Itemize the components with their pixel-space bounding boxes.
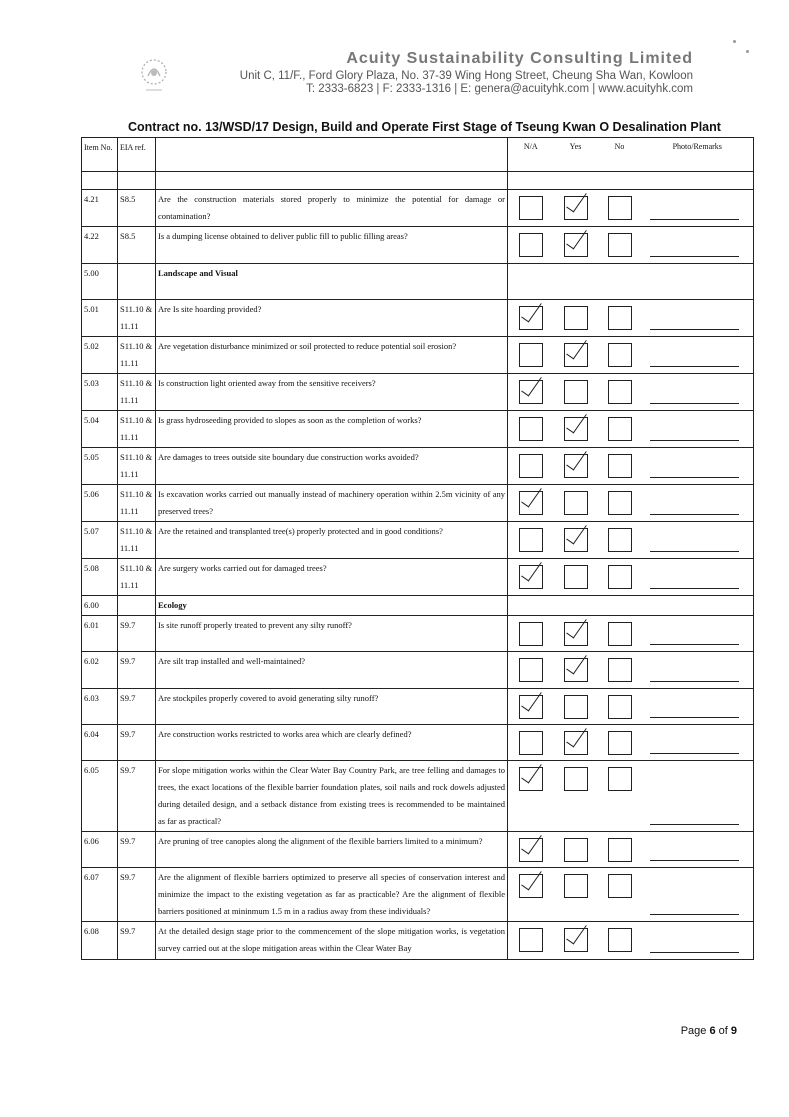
table-row bbox=[82, 832, 754, 868]
question-text: Are the alignment of flexible barriers optimized to preserve all species of conservation interest and minimize the impact to the existing vegetation as far as practicable? Are the alignment of flexible barriers positioned at mininmum 1.5 m in a radius away from these individuals? bbox=[156, 868, 508, 922]
response-cell-yes bbox=[554, 448, 598, 485]
checkbox-yes[interactable] bbox=[564, 767, 588, 791]
response-cell-na bbox=[508, 922, 554, 960]
remarks-cell bbox=[642, 190, 754, 227]
spacer-row bbox=[82, 172, 754, 190]
checkbox-yes[interactable] bbox=[564, 874, 588, 898]
checkbox-no[interactable] bbox=[608, 196, 632, 220]
remarks-line[interactable] bbox=[650, 753, 740, 754]
checkbox-yes[interactable] bbox=[564, 838, 588, 862]
checked-checkbox-yes[interactable] bbox=[564, 622, 588, 646]
question-text: Is a dumping license obtained to deliver public fill to public filling areas? bbox=[156, 227, 508, 264]
response-cell-no bbox=[598, 868, 642, 922]
question-text: Are pruning of tree canopies along the alignment of the flexible barriers limited to a minimum? bbox=[156, 832, 508, 868]
question-text: Are the construction materials stored properly to minimize the potential for damage or contamination? bbox=[156, 190, 508, 227]
remarks-cell bbox=[642, 616, 754, 652]
eia-reference: S11.10 & 11.11 bbox=[118, 448, 156, 485]
checkbox-yes[interactable] bbox=[564, 306, 588, 330]
table-row bbox=[82, 559, 754, 596]
table-row bbox=[82, 761, 754, 832]
checked-checkbox-yes[interactable] bbox=[564, 928, 588, 952]
eia-reference: S11.10 & 11.11 bbox=[118, 374, 156, 411]
checkbox-na[interactable] bbox=[519, 343, 543, 367]
remarks-cell bbox=[642, 922, 754, 960]
remarks-cell bbox=[642, 761, 754, 832]
remarks-cell bbox=[642, 300, 754, 337]
response-cell-no bbox=[598, 761, 642, 832]
response-cell-no bbox=[598, 689, 642, 725]
item-number: 5.08 bbox=[82, 559, 118, 596]
response-cell-no bbox=[598, 922, 642, 960]
checkbox-no[interactable] bbox=[608, 874, 632, 898]
response-cell-yes bbox=[554, 689, 598, 725]
item-number: 5.03 bbox=[82, 374, 118, 411]
question-text: Are vegetation disturbance minimized or soil protected to reduce potential soil erosion? bbox=[156, 337, 508, 374]
checked-checkbox-na[interactable] bbox=[519, 565, 543, 589]
response-cell-na bbox=[508, 264, 554, 300]
checkbox-no[interactable] bbox=[608, 306, 632, 330]
remarks-cell bbox=[642, 337, 754, 374]
checked-checkbox-yes[interactable] bbox=[564, 658, 588, 682]
response-cell-no bbox=[598, 596, 642, 616]
response-cell-no bbox=[598, 832, 642, 868]
col-remarks-header: Photo/Remarks bbox=[642, 138, 754, 172]
remarks-cell bbox=[642, 374, 754, 411]
eia-reference: S11.10 & 11.11 bbox=[118, 411, 156, 448]
response-cell-na bbox=[508, 832, 554, 868]
checked-checkbox-yes[interactable] bbox=[564, 233, 588, 257]
response-cell-no bbox=[598, 374, 642, 411]
item-number: 5.04 bbox=[82, 411, 118, 448]
response-cell-yes bbox=[554, 374, 598, 411]
checked-checkbox-na[interactable] bbox=[519, 380, 543, 404]
table-row bbox=[82, 485, 754, 522]
table-header-row bbox=[82, 138, 754, 172]
checkbox-no[interactable] bbox=[608, 928, 632, 952]
question-text: Are damages to trees outside site boundary due construction works avoided? bbox=[156, 448, 508, 485]
eia-reference: S9.7 bbox=[118, 616, 156, 652]
col-eia-header: EIA ref. bbox=[118, 138, 156, 172]
response-cell-yes bbox=[554, 761, 598, 832]
eia-reference: S9.7 bbox=[118, 868, 156, 922]
response-cell-na bbox=[508, 190, 554, 227]
remarks-line[interactable] bbox=[650, 717, 740, 718]
checkbox-no[interactable] bbox=[608, 731, 632, 755]
checkbox-no[interactable] bbox=[608, 838, 632, 862]
response-cell-no bbox=[598, 652, 642, 689]
page-number: Page 6 of 9 bbox=[680, 1025, 737, 1037]
response-cell-na bbox=[508, 868, 554, 922]
remarks-line[interactable] bbox=[650, 588, 740, 589]
item-number: 6.06 bbox=[82, 832, 118, 868]
checkbox-no[interactable] bbox=[608, 622, 632, 646]
response-cell-no bbox=[598, 264, 642, 300]
response-cell-no bbox=[598, 337, 642, 374]
item-number: 4.21 bbox=[82, 190, 118, 227]
remarks-cell bbox=[642, 652, 754, 689]
table-row bbox=[82, 596, 754, 616]
remarks-cell bbox=[642, 596, 754, 616]
checkbox-na[interactable] bbox=[519, 528, 543, 552]
item-number: 6.05 bbox=[82, 761, 118, 832]
remarks-cell bbox=[642, 832, 754, 868]
question-text: Are silt trap installed and well-maintained? bbox=[156, 652, 508, 689]
checked-checkbox-na[interactable] bbox=[519, 695, 543, 719]
response-cell-na bbox=[508, 227, 554, 264]
table-row bbox=[82, 300, 754, 337]
remarks-line[interactable] bbox=[650, 514, 740, 515]
response-cell-na bbox=[508, 374, 554, 411]
response-cell-yes bbox=[554, 190, 598, 227]
eia-reference: S11.10 & 11.11 bbox=[118, 522, 156, 559]
item-number: 6.02 bbox=[82, 652, 118, 689]
eia-reference: S8.5 bbox=[118, 190, 156, 227]
item-number: 6.08 bbox=[82, 922, 118, 960]
table-row bbox=[82, 689, 754, 725]
checkbox-na[interactable] bbox=[519, 233, 543, 257]
response-cell-na bbox=[508, 300, 554, 337]
item-number: 6.04 bbox=[82, 725, 118, 761]
table-row bbox=[82, 337, 754, 374]
question-text: Are stockpiles properly covered to avoid generating silty runoff? bbox=[156, 689, 508, 725]
remarks-cell bbox=[642, 559, 754, 596]
response-cell-no bbox=[598, 190, 642, 227]
checkbox-no[interactable] bbox=[608, 454, 632, 478]
response-cell-yes bbox=[554, 832, 598, 868]
company-name: Acuity Sustainability Consulting Limited bbox=[346, 50, 693, 67]
table-row bbox=[82, 725, 754, 761]
response-cell-yes bbox=[554, 922, 598, 960]
item-number: 6.03 bbox=[82, 689, 118, 725]
col-yes-header: Yes bbox=[554, 138, 598, 172]
question-text: Are Is site hoarding provided? bbox=[156, 300, 508, 337]
remarks-line[interactable] bbox=[650, 551, 740, 552]
eia-reference: S9.7 bbox=[118, 652, 156, 689]
eia-reference: S11.10 & 11.11 bbox=[118, 300, 156, 337]
response-cell-yes bbox=[554, 264, 598, 300]
table-row bbox=[82, 868, 754, 922]
response-cell-yes bbox=[554, 725, 598, 761]
response-cell-na bbox=[508, 337, 554, 374]
scan-speck bbox=[746, 50, 749, 53]
response-cell-yes bbox=[554, 485, 598, 522]
eia-reference bbox=[118, 264, 156, 300]
col-no-header: No bbox=[598, 138, 642, 172]
checkbox-na[interactable] bbox=[519, 658, 543, 682]
checkbox-no[interactable] bbox=[608, 417, 632, 441]
checked-checkbox-yes[interactable] bbox=[564, 417, 588, 441]
section-heading: Ecology bbox=[156, 596, 508, 616]
company-logo bbox=[138, 56, 170, 96]
checkbox-no[interactable] bbox=[608, 233, 632, 257]
question-text: Is site runoff properly treated to prevent any silty runoff? bbox=[156, 616, 508, 652]
col-na-header: N/A bbox=[508, 138, 554, 172]
remarks-line[interactable] bbox=[650, 952, 740, 953]
checked-checkbox-yes[interactable] bbox=[564, 528, 588, 552]
checkbox-yes[interactable] bbox=[564, 491, 588, 515]
eia-reference: S9.7 bbox=[118, 922, 156, 960]
question-text: Are the retained and transplanted tree(s) properly protected and in good conditions? bbox=[156, 522, 508, 559]
eia-reference: S9.7 bbox=[118, 832, 156, 868]
question-text: For slope mitigation works within the Clear Water Bay Country Park, are tree felling and damages to trees, the exact locations of the flexible barrier foundation plates, soil nails and rock dowels adjusted during detailed design, and a setback distance from existing trees is recommended to be maintained as far as practical? bbox=[156, 761, 508, 832]
response-cell-no bbox=[598, 300, 642, 337]
item-number: 5.02 bbox=[82, 337, 118, 374]
eia-reference: S9.7 bbox=[118, 761, 156, 832]
table-row bbox=[82, 264, 754, 300]
scan-speck bbox=[733, 40, 736, 43]
table-row bbox=[82, 652, 754, 689]
response-cell-no bbox=[598, 522, 642, 559]
checkbox-no[interactable] bbox=[608, 658, 632, 682]
checked-checkbox-na[interactable] bbox=[519, 838, 543, 862]
col-question-header bbox=[156, 138, 508, 172]
item-number: 6.07 bbox=[82, 868, 118, 922]
company-contact: T: 2333-6823 | F: 2333-1316 | E: genera@acuityhk.com | www.acuityhk.com bbox=[306, 83, 693, 95]
question-text: Is construction light oriented away from the sensitive receivers? bbox=[156, 374, 508, 411]
checkbox-yes[interactable] bbox=[564, 695, 588, 719]
item-number: 6.00 bbox=[82, 596, 118, 616]
response-cell-yes bbox=[554, 596, 598, 616]
remarks-cell bbox=[642, 264, 754, 300]
response-cell-yes bbox=[554, 411, 598, 448]
remarks-cell bbox=[642, 522, 754, 559]
table-row bbox=[82, 411, 754, 448]
eia-reference: S11.10 & 11.11 bbox=[118, 559, 156, 596]
remarks-cell bbox=[642, 227, 754, 264]
response-cell-yes bbox=[554, 616, 598, 652]
table-row bbox=[82, 616, 754, 652]
checked-checkbox-yes[interactable] bbox=[564, 731, 588, 755]
checkbox-yes[interactable] bbox=[564, 565, 588, 589]
item-number: 5.00 bbox=[82, 264, 118, 300]
item-number: 5.01 bbox=[82, 300, 118, 337]
remarks-cell bbox=[642, 725, 754, 761]
company-header bbox=[240, 50, 693, 95]
checked-checkbox-na[interactable] bbox=[519, 491, 543, 515]
question-text: Are surgery works carried out for damaged trees? bbox=[156, 559, 508, 596]
table-row bbox=[82, 374, 754, 411]
checkbox-no[interactable] bbox=[608, 343, 632, 367]
response-cell-yes bbox=[554, 337, 598, 374]
response-cell-na bbox=[508, 559, 554, 596]
section-heading: Landscape and Visual bbox=[156, 264, 508, 300]
remarks-line[interactable] bbox=[650, 860, 740, 861]
response-cell-yes bbox=[554, 652, 598, 689]
remarks-cell bbox=[642, 485, 754, 522]
response-cell-yes bbox=[554, 300, 598, 337]
response-cell-na bbox=[508, 411, 554, 448]
response-cell-yes bbox=[554, 868, 598, 922]
item-number: 4.22 bbox=[82, 227, 118, 264]
eia-reference bbox=[118, 596, 156, 616]
response-cell-na bbox=[508, 652, 554, 689]
remarks-line[interactable] bbox=[650, 219, 740, 220]
item-number: 5.06 bbox=[82, 485, 118, 522]
remarks-cell bbox=[642, 868, 754, 922]
checkbox-no[interactable] bbox=[608, 767, 632, 791]
checkbox-no[interactable] bbox=[608, 380, 632, 404]
eia-reference: S9.7 bbox=[118, 689, 156, 725]
checkbox-no[interactable] bbox=[608, 528, 632, 552]
checkbox-yes[interactable] bbox=[564, 380, 588, 404]
table-row bbox=[82, 448, 754, 485]
checked-checkbox-na[interactable] bbox=[519, 306, 543, 330]
checked-checkbox-yes[interactable] bbox=[564, 343, 588, 367]
response-cell-yes bbox=[554, 559, 598, 596]
response-cell-na bbox=[508, 522, 554, 559]
checkbox-na[interactable] bbox=[519, 454, 543, 478]
checkbox-na[interactable] bbox=[519, 731, 543, 755]
remarks-line[interactable] bbox=[650, 256, 740, 257]
table-row bbox=[82, 922, 754, 960]
remarks-line[interactable] bbox=[650, 824, 740, 825]
question-text: Is excavation works carried out manually instead of machinery operation within 2.5m vicinity of any preserved trees? bbox=[156, 485, 508, 522]
response-cell-no bbox=[598, 411, 642, 448]
response-cell-no bbox=[598, 725, 642, 761]
eia-reference: S8.5 bbox=[118, 227, 156, 264]
checked-checkbox-yes[interactable] bbox=[564, 454, 588, 478]
checkbox-na[interactable] bbox=[519, 622, 543, 646]
checkbox-no[interactable] bbox=[608, 491, 632, 515]
remarks-cell bbox=[642, 448, 754, 485]
checklist-table bbox=[81, 137, 754, 960]
checkbox-no[interactable] bbox=[608, 695, 632, 719]
response-cell-no bbox=[598, 448, 642, 485]
remarks-cell bbox=[642, 411, 754, 448]
response-cell-no bbox=[598, 559, 642, 596]
col-item-header: Item No. bbox=[82, 138, 118, 172]
question-text: Are construction works restricted to works area which are clearly defined? bbox=[156, 725, 508, 761]
remarks-line[interactable] bbox=[650, 681, 740, 682]
response-cell-na bbox=[508, 761, 554, 832]
remarks-line[interactable] bbox=[650, 914, 740, 915]
remarks-line[interactable] bbox=[650, 403, 740, 404]
response-cell-na bbox=[508, 616, 554, 652]
table-row bbox=[82, 190, 754, 227]
response-cell-na bbox=[508, 485, 554, 522]
response-cell-na bbox=[508, 596, 554, 616]
checkbox-na[interactable] bbox=[519, 928, 543, 952]
response-cell-no bbox=[598, 616, 642, 652]
response-cell-yes bbox=[554, 227, 598, 264]
response-cell-na bbox=[508, 448, 554, 485]
eia-reference: S9.7 bbox=[118, 725, 156, 761]
item-number: 6.01 bbox=[82, 616, 118, 652]
remarks-line[interactable] bbox=[650, 644, 740, 645]
question-text: At the detailed design stage prior to the commencement of the slope mitigation works, is vegetation survey carried out at the slope mitigation areas within the Clear Water Bay bbox=[156, 922, 508, 960]
item-number: 5.05 bbox=[82, 448, 118, 485]
table-row bbox=[82, 227, 754, 264]
document-title: Contract no. 13/WSD/17 Design, Build and Operate First Stage of Tseung Kwan O Desalination Plant bbox=[128, 120, 721, 134]
eia-reference: S11.10 & 11.11 bbox=[118, 337, 156, 374]
item-number: 5.07 bbox=[82, 522, 118, 559]
question-text: Is grass hydroseeding provided to slopes as soon as the completion of works? bbox=[156, 411, 508, 448]
remarks-line[interactable] bbox=[650, 477, 740, 478]
checked-checkbox-yes[interactable] bbox=[564, 196, 588, 220]
remarks-line[interactable] bbox=[650, 366, 740, 367]
response-cell-na bbox=[508, 689, 554, 725]
remarks-cell bbox=[642, 689, 754, 725]
remarks-line[interactable] bbox=[650, 440, 740, 441]
response-cell-yes bbox=[554, 522, 598, 559]
table-row bbox=[82, 522, 754, 559]
checkbox-na[interactable] bbox=[519, 196, 543, 220]
response-cell-no bbox=[598, 227, 642, 264]
company-address: Unit C, 11/F., Ford Glory Plaza, No. 37-39 Wing Hong Street, Cheung Sha Wan, Kowloon bbox=[239, 70, 693, 82]
checkbox-no[interactable] bbox=[608, 565, 632, 589]
response-cell-no bbox=[598, 485, 642, 522]
eia-reference: S11.10 & 11.11 bbox=[118, 485, 156, 522]
response-cell-na bbox=[508, 725, 554, 761]
checked-checkbox-na[interactable] bbox=[519, 874, 543, 898]
remarks-line[interactable] bbox=[650, 329, 740, 330]
checked-checkbox-na[interactable] bbox=[519, 767, 543, 791]
checkbox-na[interactable] bbox=[519, 417, 543, 441]
